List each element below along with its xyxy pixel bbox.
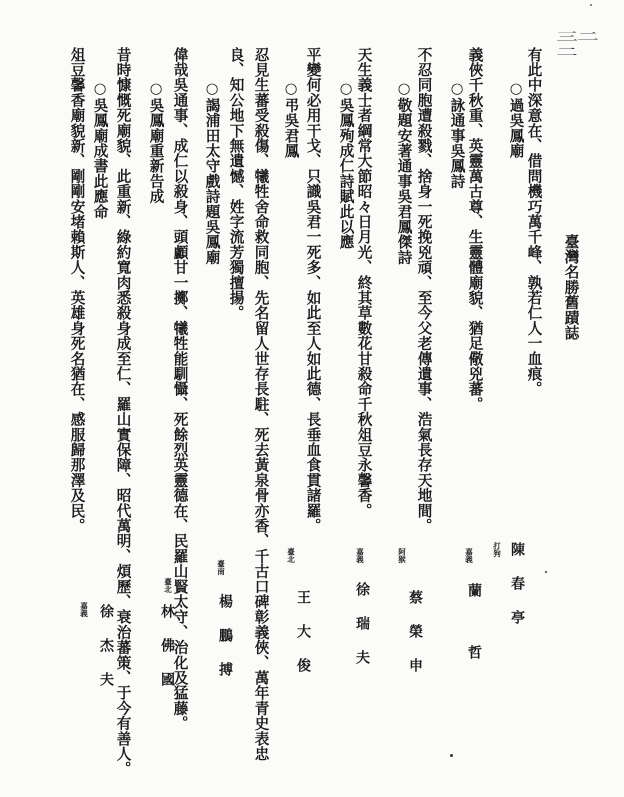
poem-heading: ○謁浦田太守戲詩題吳鳳廟 [203,80,221,265]
poem-heading: ○吳鳳廟成書此應命 [91,80,109,220]
page-number: 三二二 [556,30,599,59]
poem-line: 偉哉吳通事、成仁以殺身、頭顱甘一擲、犧牲能馴懾、死餘烈英靈德在、民羅山賢太守、治化及猛藤。 [171,47,189,731]
poem-heading: ○吳鳳殉成仁詩賦此以應 [337,80,355,250]
author-place: 臺北 [286,548,296,563]
author-place: 嘉義 [79,602,89,617]
poem-heading: ○詠通事吳鳳詩 [448,80,466,189]
poem-line: 不忍同胞遭殺戮、捨身一死挽兇頑、至今父老傳遺事、浩氣長存天地間。 [415,47,433,534]
poem-line: 昔時慷慨死廟貌、此重新、綠約寬肉悉殺身成至仁、羅山實保障、昭代萬明、煩歷、衰治蕃策、于今有善人。 [114,47,132,777]
author-place: 嘉義 [464,548,474,563]
author-place: 臺南 [216,560,226,575]
author-name: 蔡榮申 [407,590,423,692]
author-name: 林佛國 [159,604,175,706]
author-place: 打狗 [492,542,502,557]
poem-heading: ○弔吳君鳳 [282,80,300,159]
poem-line: 有此中深意在、借問機巧萬千峰、孰若仁人一血痕。 [525,47,543,397]
scan-speck [450,754,453,757]
poem-line: 俎豆馨香廟貌新、剛剛安堵賴斯人、英雄身死名猶在、感服歸那澤及民。 [68,47,86,534]
poem-heading: ○敬題安著通事吳君鳳傑詩 [395,80,413,265]
poem-line: 良、知公地下無遺憾、姓字流芳獨擅揚。 [227,47,245,321]
section-title: 臺灣名勝舊蹟誌 [562,234,580,341]
author-name: 楊鵬搏 [217,594,233,696]
scan-speck [590,4,592,6]
poem-heading: ○過吳鳳廟 [507,80,525,159]
author-place: 臺北 [163,578,173,593]
author-place: 嘉義 [355,548,365,563]
author-name: 陳春亭 [509,542,525,644]
author-name: 蘭哲 [466,583,482,707]
author-name: 徐瑞夫 [354,582,370,684]
author-name: 徐杰夫 [98,604,114,706]
poem-heading: ○吳鳳廟重新告成 [147,80,165,204]
poem-line: 天生義士者綱常大節昭々日月光、終其草數花甘殺命千秋俎豆永馨香。 [355,47,373,519]
scan-speck [545,571,547,573]
author-place: 阿猴 [397,548,407,563]
poem-line: 平變何必用干戈、只識吳君一死多、如此至人如此德、長垂血食貫諸羅。 [304,47,322,534]
poem-line: 義俠千秋重、英靈萬古尊、生靈體廟貌、猶足儆兇蕃。 [466,47,484,412]
poem-line: 忍見生蕃受殺傷、犧牲舍命救同胞、先名留人世存長駐、死去黃泉骨亦香、千古口碑彰義俠、萬年青史表忠 [252,47,270,762]
author-name: 王大俊 [295,590,311,692]
